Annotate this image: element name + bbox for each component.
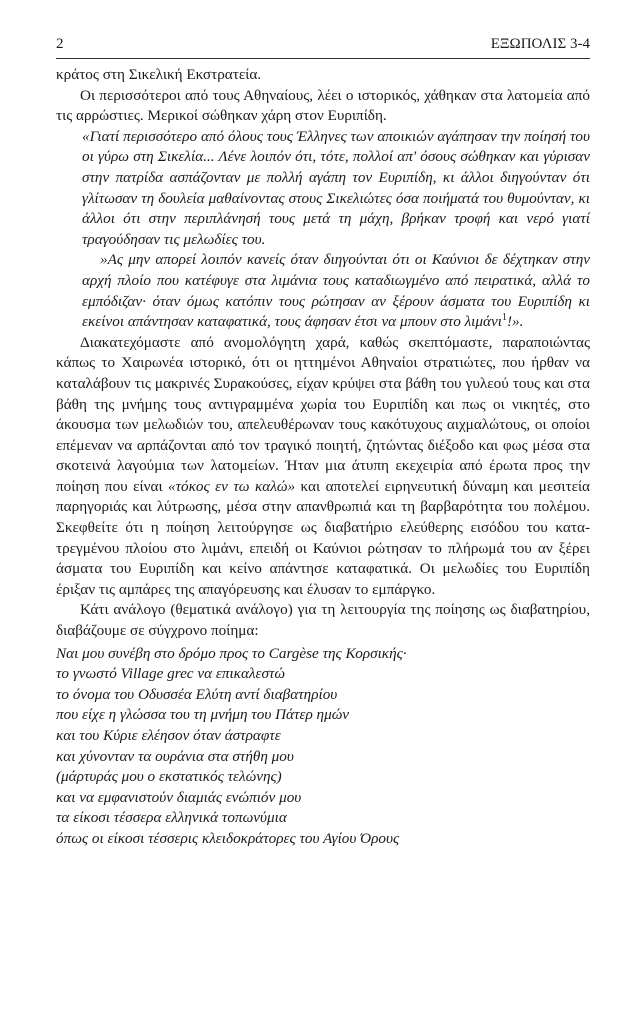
paragraph-reflection bbox=[56, 333, 590, 601]
quote-plutarch-1: «Γιατί περισσότερο από όλους τους Έλληνες των αποικιών αγάπησαν την ποίησή του οι γύρω στη Σικελία... Λένε λοιπόν ότι, τότε, πολλοί απ' όσους σώθηκαν και γύρισαν στην πατρίδα ασπάζονταν με πολλή αγάπη τον Ευριπίδη, κι άλλοι διηγούνταν ότι γλίτωσαν τη δουλεία μαθαίνοντας στους Σικελιώτες όσα ποιήματά του θυμούνταν, κι άλλοι ότι στην περιπλάνησή τους μετά τη μάχη, βρήκαν τροφή και νερό γιατί τραγούδησαν τις μελωδίες του. bbox=[82, 127, 590, 248]
poem-line: όπως οι είκοσι τέσσερις κλειδοκράτορες του Αγίου Όρους bbox=[56, 829, 400, 847]
running-title: ΕΞΩΠΟΛΙΣ 3-4 bbox=[490, 36, 590, 52]
poem-line: και χύνονταν τα ουράνια στα στήθη μου bbox=[56, 747, 294, 765]
paragraph-historian: Οι περισσότεροι από τους Αθηναίους, λέει ο ιστορικός, χάθηκαν στα λατομεία από τις αρρώστιες. Μερικοί σώθηκαν χάρη στον Ευριπίδη. bbox=[56, 86, 590, 125]
poem-line: και να εμφανιστούν διαμιάς ενώπιόν μου bbox=[56, 788, 302, 806]
paragraph-reflection-a: Διακατεχόμαστε από ανομολόγητη χαρά, καθώς σκεπτόμαστε, παραποιώντας κάπως το Χαιρωνέα ιστορικό, ότι οι ηττημένοι Αθηναίοι στρατιώτες, που ήρθαν να καταλάβουν τις μακρινές Συρακούσες, είχαν κρύψει στα βάθη του γυλεού τους και στα βάθη της μνήμης τους αντιγραμμένα χωρία του Ευριπίδη και πως οι νικητές, στο άκουσμα των μελωδιών του, απελευθέρωναν τους κακότυχους αιχμαλώτους, οι οποίοι επέμεναν να αρπάζονται από τον τραγικό ποιητή, ζητώντας διέξοδο και φως μέσα στα σκοτεινά λαγούμια των λατομείων. Ήταν μια άτυπη εκεχειρία από έρωτα προς την ποίηση που είναι bbox=[56, 333, 590, 495]
body-text bbox=[56, 65, 590, 642]
poem-line: και του Κύριε ελέησον όταν άστραφτε bbox=[56, 727, 281, 744]
paragraph-reflection-b: και αποτελεί ειρηνευτική δύναμη και μεσιτεία παρηγοριάς και λύτρωσης, μέσα στην απανθρωπιά και τη βαρβαρότητα του πολέμου. Σκεφθείτε ότι η ποίηση λειτούργησε ως διαβατήριο ελεύθερης εισόδου του κατατρεγμένου πλοίου στο λιμάνι, επειδή οι Καύνιοι ρώτησαν το πλήρωμά του αν ξέρει άσματα του Ευριπίδη και κείνο απάντησε καταφατικά. Οι μελωδίες του Ευριπίδη έριξαν τις αμπάρες της απαγόρευσης και έλυσαν το εμπάργκο. bbox=[56, 477, 591, 598]
poem-line: (μάρτυράς μου ο εκστατικός τελώνης) bbox=[56, 768, 282, 786]
page-number: 2 bbox=[56, 36, 64, 52]
quote-plutarch-2 bbox=[56, 250, 590, 332]
quoted-phrase: «τόκος εν τω καλώ» bbox=[168, 477, 296, 495]
paragraph-intro-poem: Κάτι ανάλογο (θεματικά ανάλογο) για τη λειτουργία της ποίησης ως διαβατηρίου, διαβάζουμε σε σύγχρονο ποίημα: bbox=[56, 601, 590, 640]
page bbox=[56, 36, 590, 850]
poem-line: τα είκοσι τέσσερα ελληνικά τοπωνύμια bbox=[56, 809, 287, 827]
poem bbox=[56, 644, 590, 850]
poem-line: το γνωστό Village grec να επικαλεστώ bbox=[56, 665, 286, 683]
poem-line: Ναι μου συνέβη στο δρόμο προς το Cargèse της Κορσικής· bbox=[56, 644, 407, 662]
quote-plutarch-2-end: !». bbox=[506, 313, 524, 331]
running-header bbox=[56, 36, 590, 59]
poem-line: το όνομα του Οδυσσέα Ελύτη αντί διαβατηρίου bbox=[56, 685, 338, 703]
footnote-marker[interactable]: 1 bbox=[501, 312, 507, 324]
poem-line: που είχε η γλώσσα του τη μνήμη του Πάτερ ημών bbox=[56, 706, 350, 724]
paragraph-continuation: κράτος στη Σικελική Εκστρατεία. bbox=[56, 66, 262, 83]
quote-plutarch-2-text: »Ας μην απορεί λοιπόν κανείς όταν διηγούνται ότι οι Καύνιοι δε δέχτηκαν στην αρχή πλοίο που κατέφυγε στα λιμάνια τους καταδιωγμένο από πειρατικά, αλλά το εμπόδιζαν· όταν όμως κατόπιν τους ρώτησαν αν ξέρουν άσματα του Ευριπίδη κι εκείνοι απάντησαν καταφατικά, τους άφησαν έτσι να μπουν στο λιμάνι bbox=[82, 251, 590, 331]
